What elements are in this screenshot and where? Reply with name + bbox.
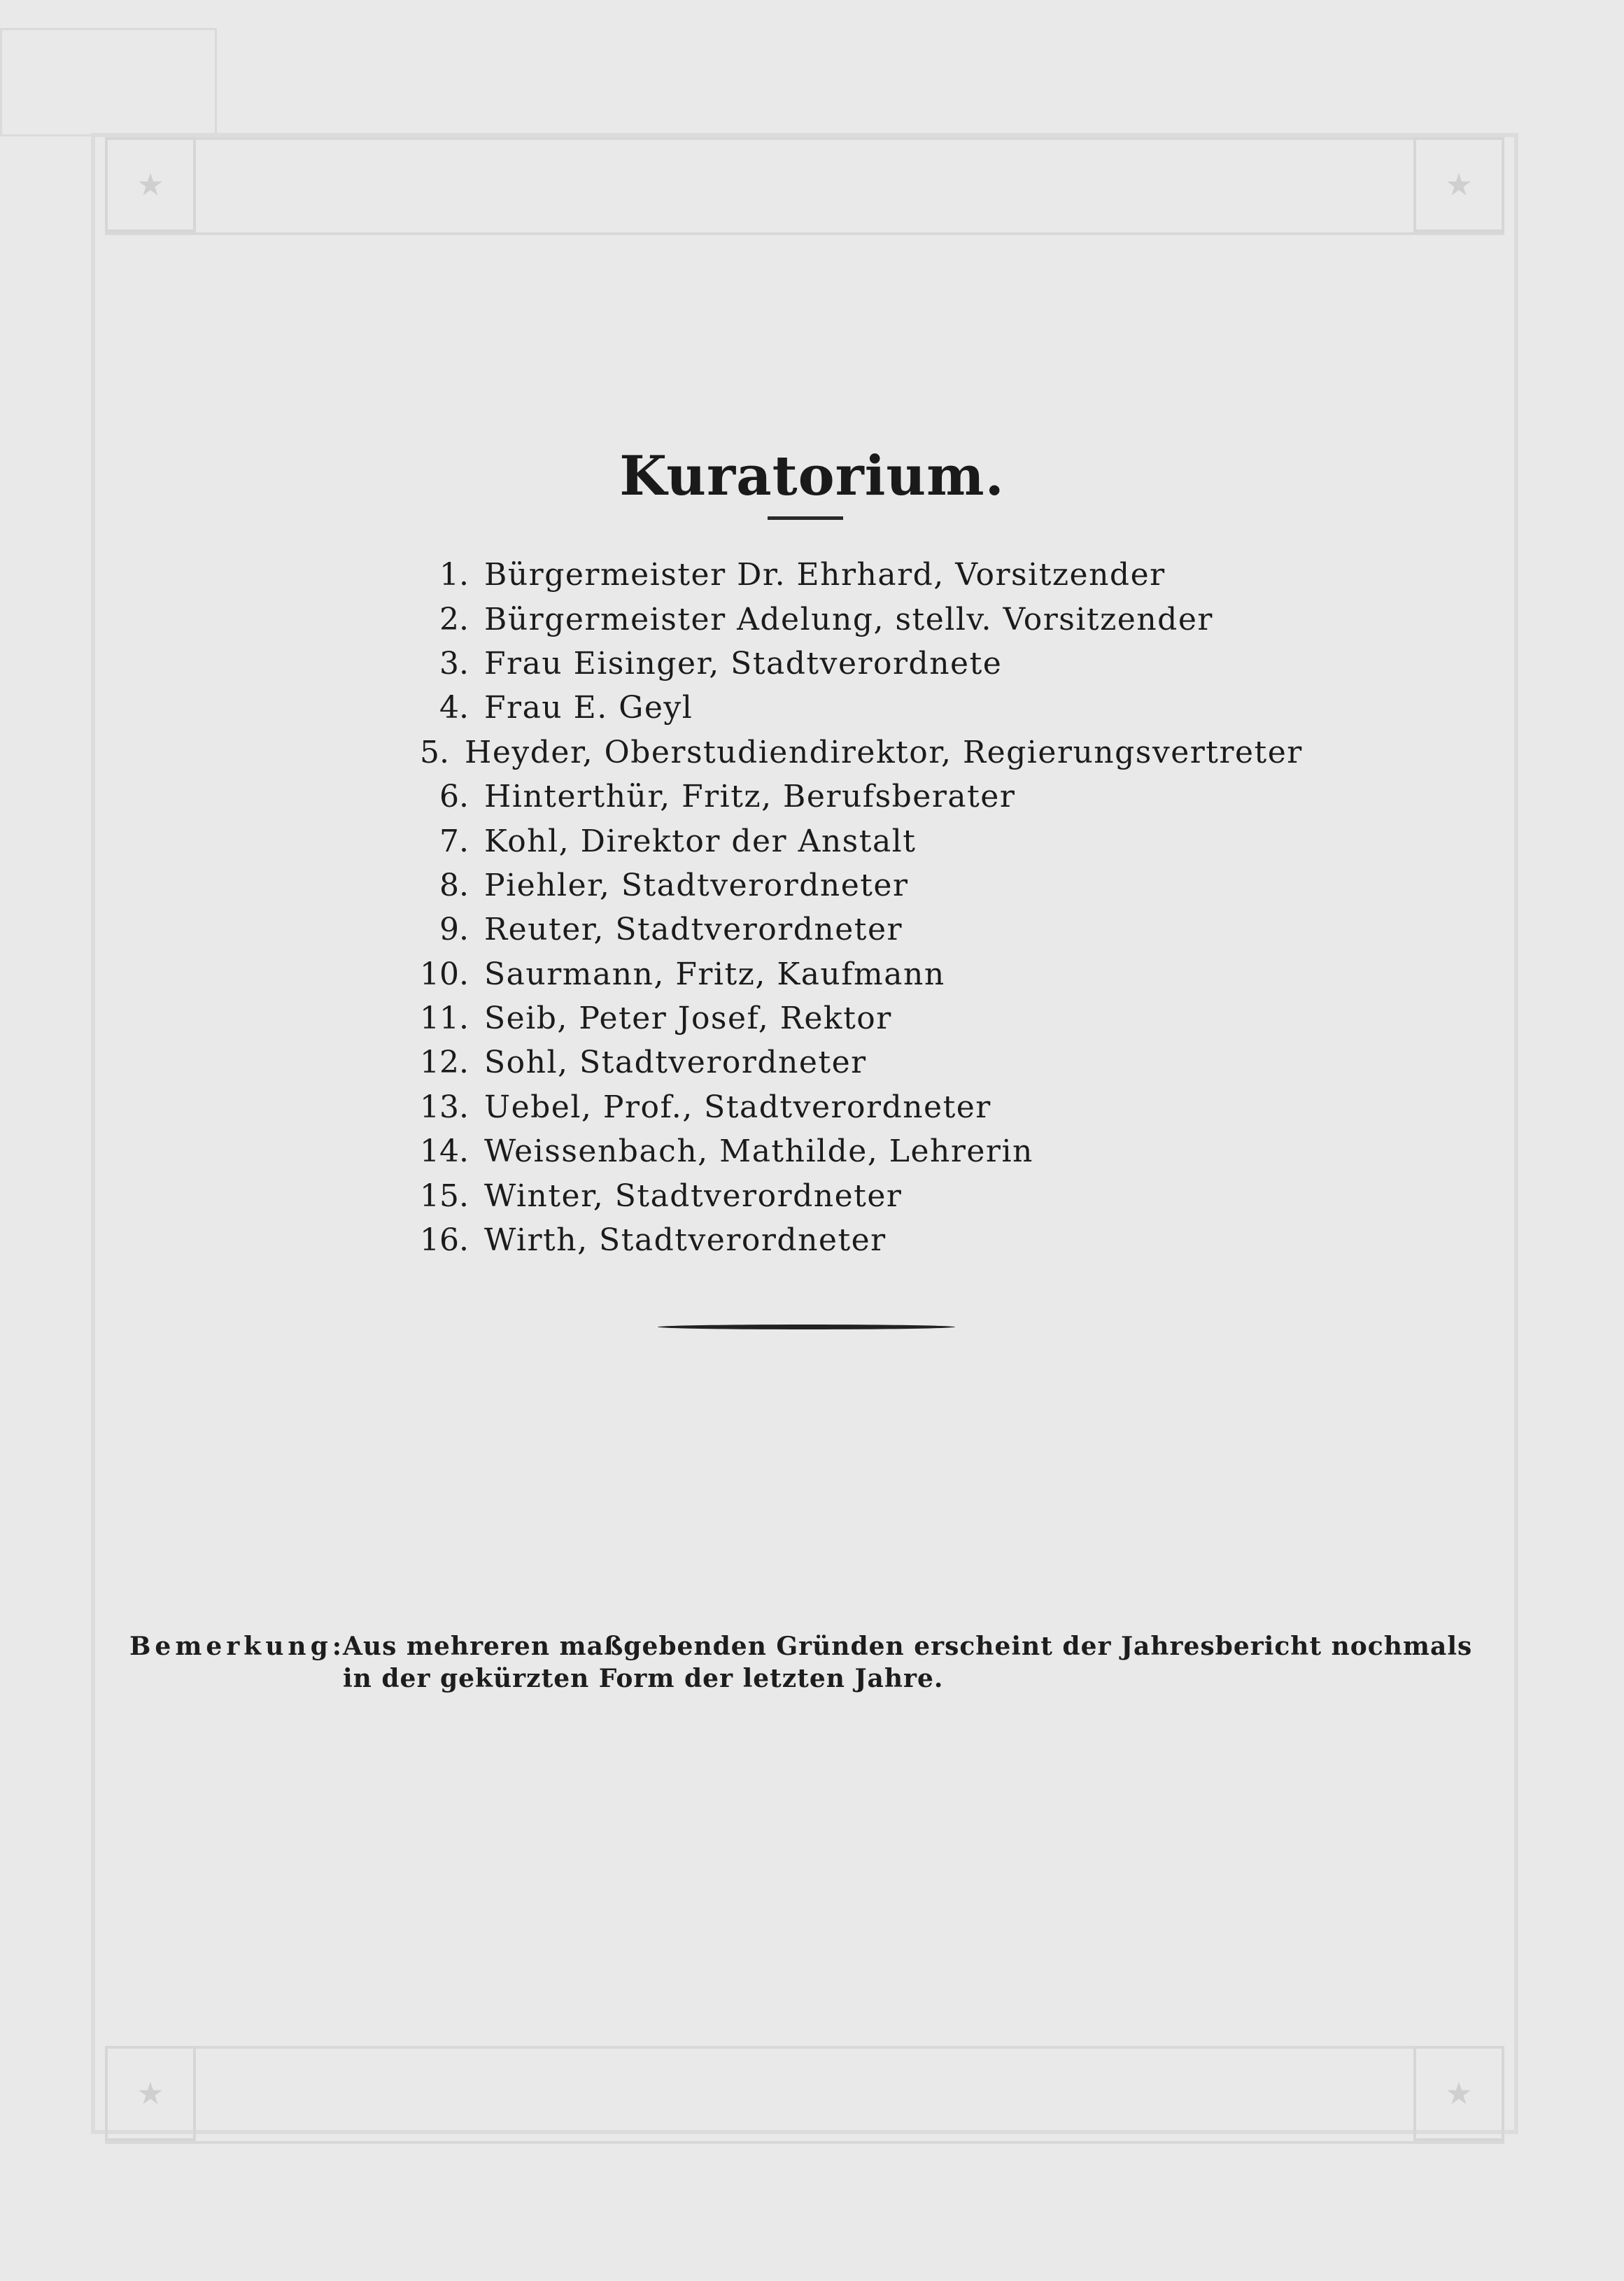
remark-label: Bemerkung: xyxy=(129,1632,346,1661)
member-number: 5. xyxy=(420,734,449,770)
list-item xyxy=(420,1218,1259,1262)
member-number: 12. xyxy=(420,1045,469,1081)
star-icon: ★ xyxy=(105,2046,196,2141)
member-entry: Wirth, Stadtverordneter xyxy=(484,1222,887,1259)
decorative-frame-top-band xyxy=(105,137,1504,235)
list-item xyxy=(420,1173,1259,1217)
member-number: 3. xyxy=(439,645,469,682)
member-number: 8. xyxy=(439,867,469,903)
member-number: 7. xyxy=(439,823,469,859)
member-entry: Kohl, Direktor der Anstalt xyxy=(484,823,917,859)
member-entry: Seib, Peter Josef, Rektor xyxy=(484,1001,892,1037)
remark-block xyxy=(129,1630,1494,1695)
member-entry: Hinterthür, Fritz, Berufsberater xyxy=(484,779,1016,815)
remark-text: Aus mehreren maßgebenden Gründen erscheint der Jahresbericht nochmals in der gekürzten Form der letzten Jahre. xyxy=(343,1632,1473,1693)
member-entry: Frau E. Geyl xyxy=(484,690,693,726)
list-item xyxy=(420,597,1259,641)
list-item xyxy=(420,730,1303,775)
list-item xyxy=(420,908,1259,952)
list-item xyxy=(420,775,1259,819)
list-item xyxy=(420,1085,1259,1129)
member-number: 1. xyxy=(439,557,469,593)
member-entry: Reuter, Stadtverordneter xyxy=(484,912,903,948)
member-entry: Bürgermeister Adelung, stellv. Vorsitzender xyxy=(484,601,1213,637)
member-entry: Heyder, Oberstudiendirektor, Regierungsvertreter xyxy=(464,734,1303,770)
member-number: 11. xyxy=(420,1001,469,1037)
section-end-rule xyxy=(658,1325,955,1329)
member-entry: Sohl, Stadtverordneter xyxy=(484,1045,867,1081)
list-item xyxy=(420,952,1259,996)
member-number: 10. xyxy=(420,956,469,992)
list-item xyxy=(420,1040,1259,1085)
member-entry: Saurmann, Fritz, Kaufmann xyxy=(484,956,945,992)
decorative-frame-bottom-band xyxy=(105,2046,1504,2144)
title-underline xyxy=(768,516,843,520)
member-number: 14. xyxy=(420,1134,469,1170)
member-number: 13. xyxy=(420,1089,469,1125)
member-number: 15. xyxy=(420,1178,469,1214)
member-number: 6. xyxy=(439,779,469,815)
star-icon: ★ xyxy=(105,137,196,232)
list-item xyxy=(420,819,1259,863)
list-item xyxy=(420,996,1259,1040)
member-number: 16. xyxy=(420,1222,469,1259)
list-item xyxy=(420,553,1259,597)
list-item xyxy=(420,686,1259,730)
star-icon: ★ xyxy=(1413,2046,1504,2141)
member-entry: Frau Eisinger, Stadtverordnete xyxy=(484,645,1003,682)
list-item xyxy=(420,642,1259,686)
member-entry: Weissenbach, Mathilde, Lehrerin xyxy=(484,1134,1033,1170)
member-number: 4. xyxy=(439,690,469,726)
member-entry: Bürgermeister Dr. Ehrhard, Vorsitzender xyxy=(484,557,1166,593)
member-list xyxy=(420,553,1303,1262)
member-entry: Piehler, Stadtverordneter xyxy=(484,867,909,903)
list-item xyxy=(420,863,1259,908)
list-item xyxy=(420,1129,1259,1173)
member-entry: Uebel, Prof., Stadtverordneter xyxy=(484,1089,991,1125)
ghost-stamp-mark xyxy=(0,28,217,136)
page-title: Kuratorium. xyxy=(619,444,1005,508)
member-number: 9. xyxy=(439,912,469,948)
member-entry: Winter, Stadtverordneter xyxy=(484,1178,903,1214)
member-number: 2. xyxy=(439,601,469,637)
star-icon: ★ xyxy=(1413,137,1504,232)
